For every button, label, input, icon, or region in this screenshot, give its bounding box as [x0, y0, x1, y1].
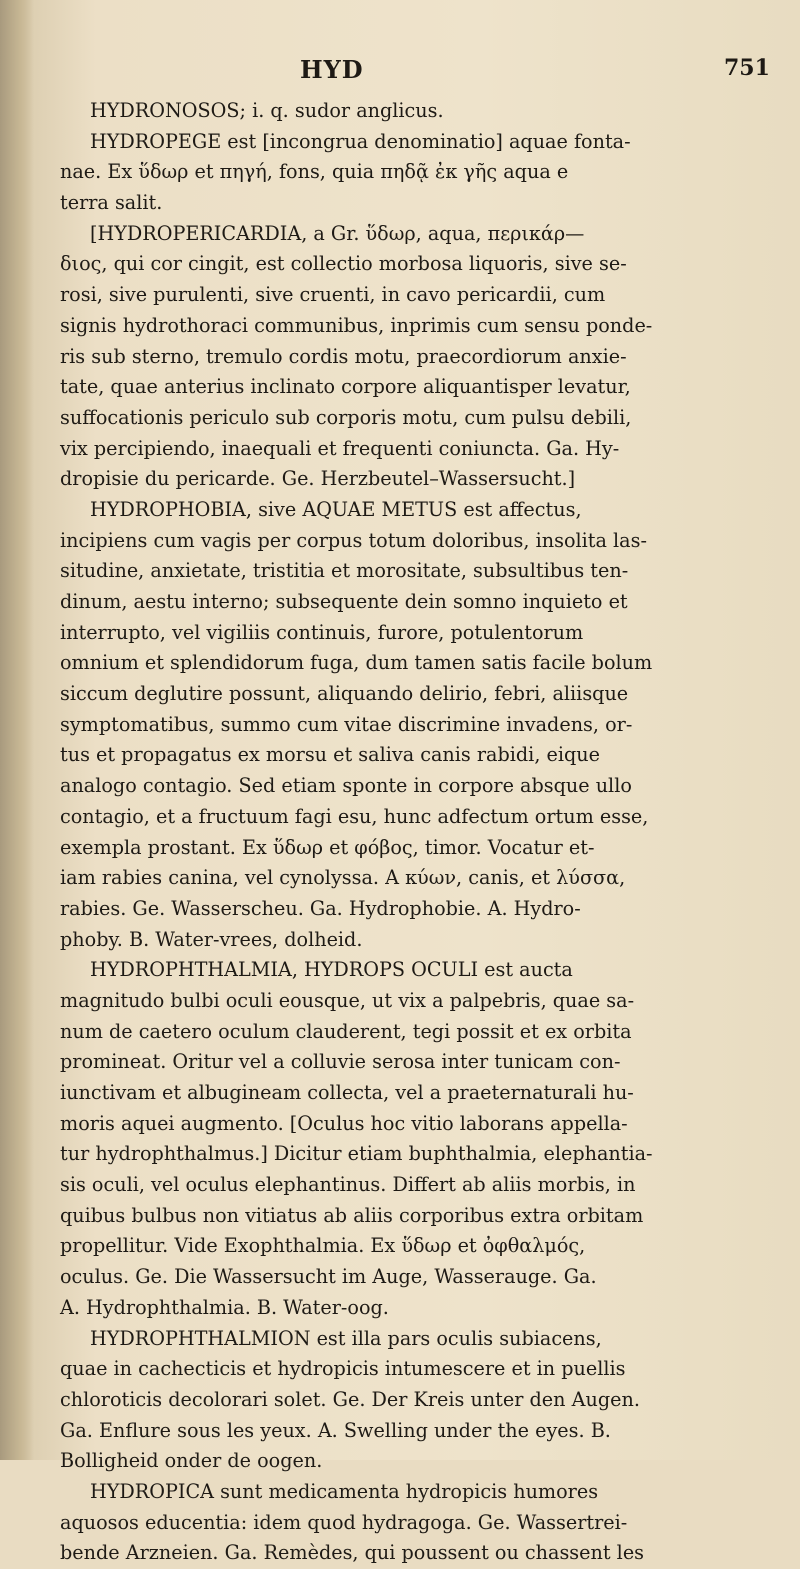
entry-headline: HYDROPICA sunt medicamenta hydropicis humores	[90, 1479, 599, 1503]
running-header	[0, 55, 800, 95]
text-line: sis oculi, vel oculus elephantinus. Differt ab aliis morbis, in	[60, 1173, 636, 1197]
text-line: A. Hydrophthalmia. B. Water-oog.	[60, 1295, 389, 1319]
text-line: quae in cachecticis et hydropicis intumescere et in puellis	[60, 1357, 626, 1381]
text-line: rosi, sive purulenti, sive cruenti, in cavo pericardii, cum	[60, 283, 606, 307]
text-line: iam rabies canina, vel cynolyssa. A κύων, canis, et λύσσα,	[60, 866, 626, 890]
text-line: quibus bulbus non vitiatus ab aliis corporibus extra orbitam	[60, 1203, 644, 1227]
text-line: ris sub sterno, tremulo cordis motu, praecordiorum anxie-	[60, 344, 627, 368]
entry-headline: [HYDROPERICARDIA, a Gr. ὕδωρ, aqua, περικάρ—	[90, 221, 585, 245]
text-line: moris aquei augmento. [Oculus hoc vitio laborans appella-	[60, 1111, 628, 1135]
text-line: phoby. B. Water-vrees, dolheid.	[60, 927, 363, 951]
text-line: propellitur. Vide Exophthalmia. Ex ὕδωρ et ὀφθαλμός,	[60, 1234, 586, 1258]
page-number: 751	[724, 55, 770, 81]
entry-headline: HYDROPHOBIA, sive AQUAE METUS est affectus,	[90, 497, 582, 521]
text-line: symptomatibus, summo cum vitae discrimine invadens, or-	[60, 712, 633, 736]
text-line: signis hydrothoraci communibus, inprimis cum sensu ponde-	[60, 313, 653, 337]
text-line: dropisie du pericarde. Ge. Herzbeutel–Wassersucht.]	[60, 467, 576, 491]
text-line: tate, quae anterius inclinato corpore aliquantisper levatur,	[60, 375, 631, 399]
text-line: contagio, et a fructuum fagi esu, hunc adfectum ortum esse,	[60, 804, 649, 828]
text-line: tus et propagatus ex morsu et saliva canis rabidi, eique	[60, 743, 601, 767]
header-keyword: HYD	[300, 55, 364, 84]
entry-headline: HYDROPHTHALMION est illa pars oculis subiacens,	[90, 1326, 602, 1350]
text-line: terra salit.	[60, 191, 163, 215]
text-line: analogo contagio. Sed etiam sponte in corpore absque ullo	[60, 774, 632, 798]
page-gutter-shadow	[0, 0, 34, 1460]
text-line: siccum deglutire possunt, aliquando delirio, febri, aliisque	[60, 682, 629, 706]
dictionary-text	[56, 96, 796, 1569]
text-line: nae. Ex ὕδωρ et πηγή, fons, quia πηδᾷ ἐκ γῆς aqua e	[60, 160, 569, 184]
text-line: situdine, anxietate, tristitia et morositate, subsultibus ten-	[60, 559, 629, 583]
text-line: incipiens cum vagis per corpus totum doloribus, insolita las-	[60, 528, 647, 552]
text-line: omnium et splendidorum fuga, dum tamen satis facile bolum	[60, 651, 653, 675]
text-line: chloroticis decolorari solet. Ge. Der Kreis unter den Augen.	[60, 1387, 640, 1411]
text-line: magnitudo bulbi oculi eousque, ut vix a palpebris, quae sa-	[60, 988, 635, 1012]
text-line: Bolligheid onder de oogen.	[60, 1449, 323, 1473]
entry-headline: HYDROPHTHALMIA, HYDROPS OCULI est aucta	[90, 958, 573, 982]
text-line: suffocationis periculo sub corporis motu, cum pulsu debili,	[60, 405, 632, 429]
text-line: vix percipiendo, inaequali et frequenti coniuncta. Ga. Hy-	[60, 436, 620, 460]
text-line: Ga. Enflure sous les yeux. A. Swelling under the eyes. B.	[60, 1418, 611, 1442]
text-line: dinum, aestu interno; subsequente dein somno inquieto et	[60, 590, 628, 613]
text-line: oculus. Ge. Die Wassersucht im Auge, Wasserauge. Ga.	[60, 1265, 597, 1289]
text-line: promineat. Oritur vel a colluvie serosa inter tunicam con-	[60, 1050, 621, 1074]
text-line: bende Arzneien. Ga. Remèdes, qui poussent ou chassent les	[60, 1541, 645, 1565]
text-line: rabies. Ge. Wasserscheu. Ga. Hydrophobie. A. Hydro-	[60, 896, 581, 920]
text-line: διος, qui cor cingit, est collectio morbosa liquoris, sive se-	[60, 252, 627, 276]
text-line: iunctivam et albugineam collecta, vel a praeternaturali hu-	[60, 1081, 634, 1104]
entry-headline: HYDROPEGE est [incongrua denominatio] aquae fonta-	[90, 129, 631, 153]
text-line: interrupto, vel vigiliis continuis, furore, potulentorum	[60, 620, 584, 644]
text-line: exempla prostant. Ex ὕδωρ et φόβος, timor. Vocatur et-	[60, 835, 595, 859]
text-line: num de caetero oculum clauderent, tegi possit et ex orbita	[60, 1019, 632, 1043]
text-line: tur hydrophthalmus.] Dicitur etiam buphthalmia, elephantia-	[60, 1142, 653, 1166]
text-line: aquosos educentia: idem quod hydragoga. Ge. Wassertrei-	[60, 1510, 628, 1534]
entry-headline: HYDRONOSOS; i. q. sudor anglicus.	[90, 99, 444, 122]
